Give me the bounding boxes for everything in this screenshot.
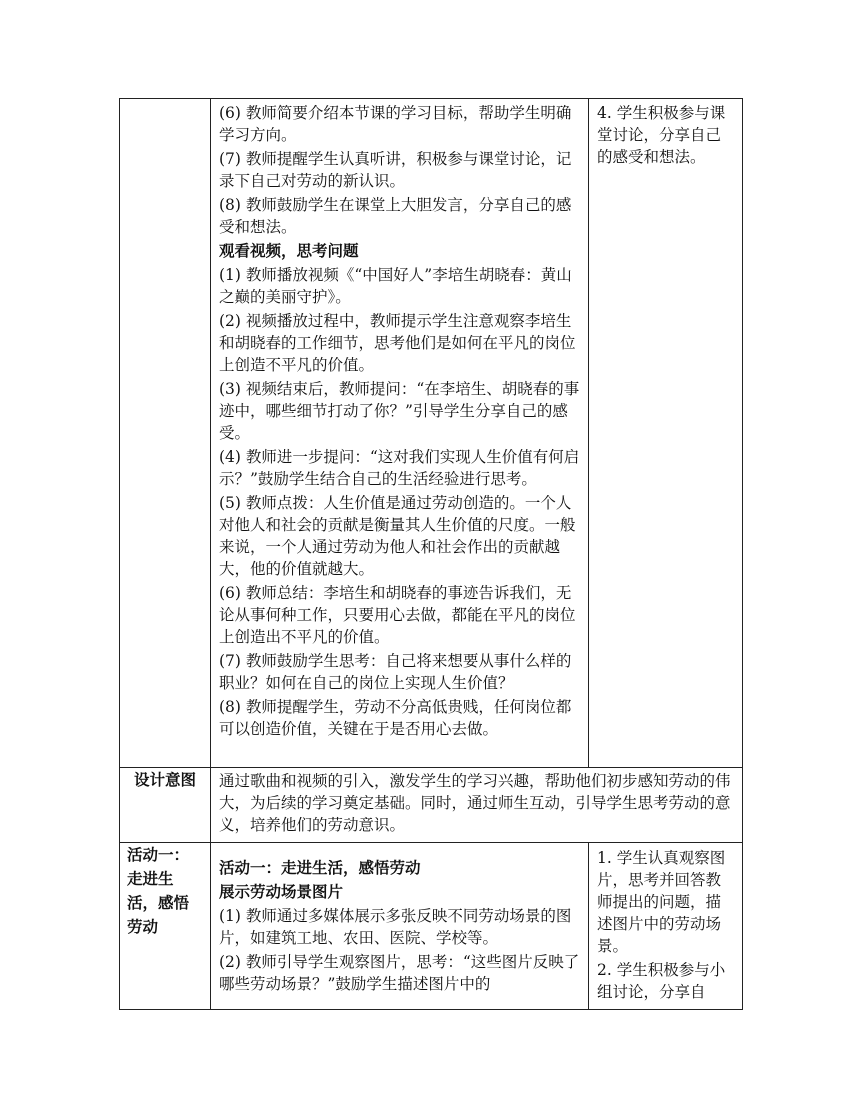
lesson-plan-table (119, 98, 743, 1010)
activity-one-label: 活动一：走进生活，感悟劳动 (127, 845, 190, 936)
student-activity: 1. 学生认真观察图片，思考并回答教师提出的问题，描述图片中的劳动场景。 (597, 849, 726, 955)
activity-step: (2) 教师引导学生观察图片，思考：“这些图片反映了哪些劳动场景？”鼓励学生描述图片中的 (219, 953, 580, 993)
table-row (120, 99, 743, 768)
row-label-cell (120, 843, 211, 1010)
section-heading: 展示劳动场景图片 (219, 882, 344, 901)
design-intent-text: 通过歌曲和视频的引入，激发学生的学习兴趣，帮助他们初步感知劳动的伟大，为后续的学习奠定基础。同时，通过师生互动，引导学生思考劳动的意义，培养他们的劳动意识。 (219, 772, 731, 834)
activity-step: (1) 教师通过多媒体展示多张反映不同劳动场景的图片，如建筑工地、农田、医院、学校等。 (219, 907, 572, 947)
video-step: (3) 视频结束后，教师提问：“在李培生、胡晓春的事迹中，哪些细节打动了你？”引导学生分享自己的感受。 (219, 380, 580, 442)
teacher-activity-cell (211, 843, 589, 1010)
video-step: (2) 视频播放过程中，教师提示学生注意观察李培生和胡晓春的工作细节，思考他们是如何在平凡的岗位上创造不平凡的价值。 (219, 312, 576, 374)
student-activity: 4. 学生积极参与课堂讨论，分享自己的感受和想法。 (597, 104, 726, 166)
table-row (120, 768, 743, 843)
video-step: (4) 教师进一步提问：“这对我们实现人生价值有何启示？”鼓励学生结合自己的生活经验进行思考。 (219, 448, 580, 488)
video-step: (5) 教师点拨：人生价值是通过劳动创造的。一个人对他人和社会的贡献是衡量其人生价值的尺度。一般来说，一个人通过劳动为他人和社会作出的贡献越大，他的价值就越大。 (219, 494, 576, 578)
process-step: (6) 教师简要介绍本节课的学习目标，帮助学生明确学习方向。 (219, 104, 572, 144)
video-step: (1) 教师播放视频《“中国好人”李培生胡晓春：黄山之巅的美丽守护》。 (219, 266, 572, 306)
video-step: (8) 教师提醒学生，劳动不分高低贵贱，任何岗位都可以创造价值，关键在于是否用心去做。 (219, 698, 572, 738)
student-activity-cell (589, 99, 743, 768)
student-activity-cell (589, 843, 743, 1010)
section-heading: 观看视频，思考问题 (219, 241, 359, 260)
activity-heading: 活动一：走进生活，感悟劳动 (219, 858, 421, 877)
row-label-cell (120, 99, 211, 768)
row-label-cell (120, 768, 211, 843)
video-step: (6) 教师总结：李培生和胡晓春的事迹告诉我们，无论从事何种工作，只要用心去做，都能在平凡的岗位上创造出不平凡的价值。 (219, 584, 576, 646)
video-step: (7) 教师鼓励学生思考：自己将来想要从事什么样的职业？如何在自己的岗位上实现人生价值？ (219, 652, 572, 692)
student-activity: 2. 学生积极参与小组讨论，分享自 (597, 961, 726, 1001)
table-row (120, 843, 743, 1010)
design-intent-label: 设计意图 (133, 770, 196, 789)
process-step: (7) 教师提醒学生认真听讲，积极参与课堂讨论，记录下自己对劳动的新认识。 (219, 150, 572, 190)
teacher-activity-cell (211, 99, 589, 768)
process-step: (8) 教师鼓励学生在课堂上大胆发言，分享自己的感受和想法。 (219, 196, 572, 236)
design-intent-cell (211, 768, 743, 843)
